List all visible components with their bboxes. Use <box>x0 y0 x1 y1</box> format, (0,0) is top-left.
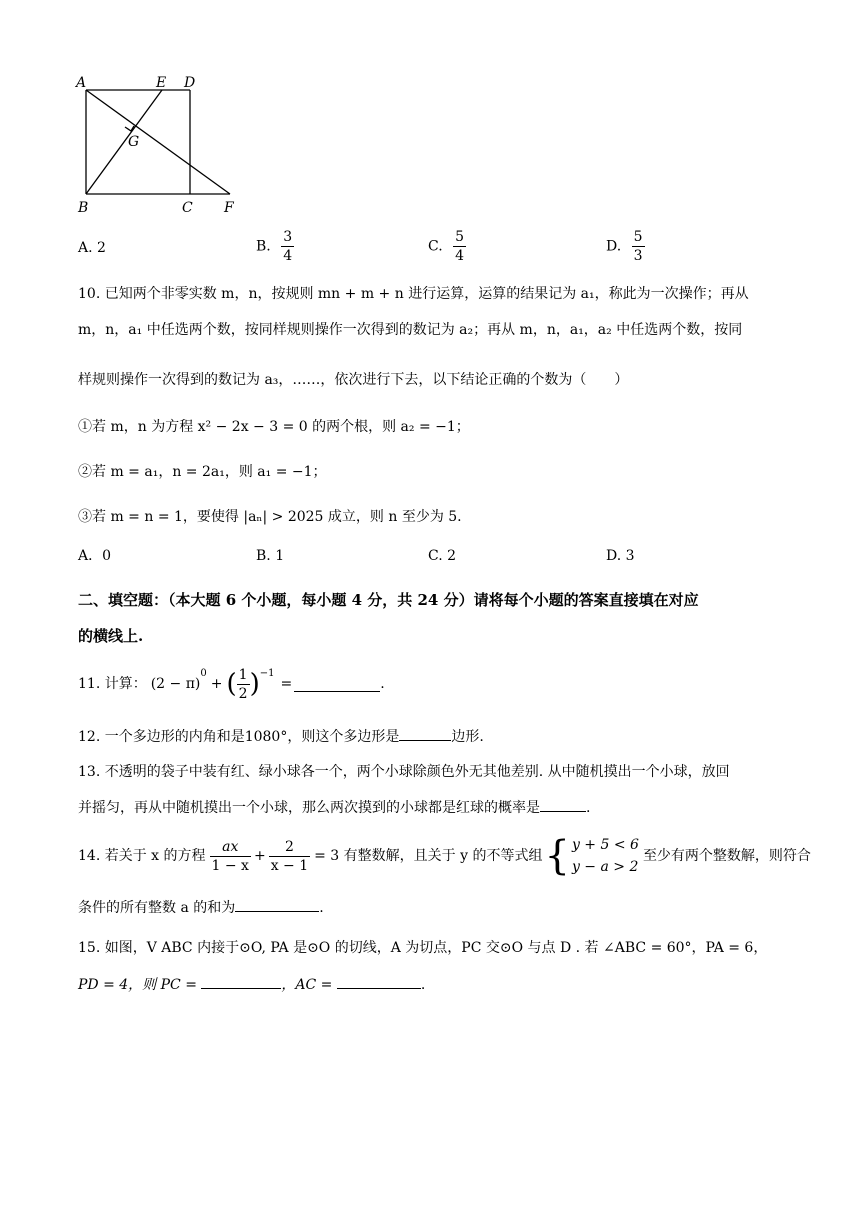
label-c: C <box>182 200 193 216</box>
q10-line-2: m，n，a₁ 中任选两个数，按同样规则操作一次得到的数记为 a₂；再从 m，n，a₁，a₂ 中任选两个数，按同 <box>78 322 743 338</box>
q9-option-b-fraction <box>281 228 294 265</box>
q14-answer-blank[interactable] <box>235 897 319 912</box>
q15-line-2 <box>78 974 425 995</box>
label-g: G <box>128 134 140 150</box>
fraction-numerator: 1 <box>238 666 248 683</box>
q9-option-d-fraction <box>632 228 645 265</box>
q11-prefix: 11. 计算： <box>78 676 147 692</box>
label-f: F <box>224 200 234 216</box>
q14-fraction-2 <box>269 838 310 875</box>
q9-option-c-fraction <box>453 228 466 265</box>
q11-equals: = <box>280 676 293 692</box>
q15-ac-answer-blank[interactable] <box>337 974 421 989</box>
fraction-denominator: 4 <box>283 248 293 264</box>
q13-period: . <box>586 800 591 816</box>
q14-system-brace: { <box>544 833 570 879</box>
q13-text-before: 并摇匀，再从中随机摸出一个小球，那么两次摸到的小球都是红球的概率是 <box>78 800 540 816</box>
fraction-denominator: x − 1 <box>270 857 309 874</box>
q11-plus: + <box>210 676 223 692</box>
q11-answer-blank[interactable] <box>294 677 380 692</box>
q9-option-b <box>256 228 294 265</box>
q14-inequality-system <box>572 834 639 878</box>
q13-line-1: 13. 不透明的袋子中装有红、绿小球各一个，两个小球除颜色外无其他差别. 从中随机摸出一个小球，放回 <box>78 764 730 780</box>
q11-exponent-neg-one: −1 <box>259 668 275 679</box>
q10-option-d: D. 3 <box>606 548 635 564</box>
q13-line-2 <box>78 797 590 818</box>
q11-paren-right: ) <box>249 669 260 699</box>
segment-af <box>86 90 230 194</box>
q9-option-d-label: D. <box>606 238 622 255</box>
q13-answer-blank[interactable] <box>540 797 586 812</box>
q11-exponent-zero: 0 <box>200 668 207 679</box>
q14-period: . <box>319 900 324 916</box>
q15-period: . <box>420 977 426 993</box>
section-2-heading-line-1: 二、填空题：（本大题 6 个小题，每小题 4 分，共 24 分）请将每个小题的答案直接填在对应 <box>78 591 699 609</box>
q10-option-b: B. 1 <box>256 548 285 564</box>
q15-text-pc: PD = 4，则 PC = <box>78 977 197 993</box>
q14-line-2 <box>78 897 324 918</box>
fraction-numerator: 3 <box>283 229 293 245</box>
fraction-denominator: 3 <box>633 248 643 264</box>
q11 <box>78 664 385 704</box>
fraction-numerator: 5 <box>455 229 465 245</box>
fraction-denominator: 4 <box>455 248 465 264</box>
segment-be <box>86 90 162 194</box>
q10-option-c: C. 2 <box>428 548 457 564</box>
q10-line-1: 10. 已知两个非零实数 m，n，按规则 mn + m + n 进行运算，运算的结果记为 a₁，称此为一次操作；再从 <box>78 286 749 302</box>
fraction-denominator: 2 <box>238 685 248 702</box>
label-e: E <box>156 75 167 91</box>
q11-expression-base: (2 − π) <box>150 676 201 692</box>
q15-pc-answer-blank[interactable] <box>201 974 281 989</box>
q9-option-b-label: B. <box>256 238 271 255</box>
q12-answer-blank[interactable] <box>399 726 451 741</box>
q14-inequality-2: y − a > 2 <box>571 859 639 875</box>
q14-text-before: 条件的所有整数 a 的和为 <box>78 900 236 916</box>
q12 <box>78 726 484 747</box>
q11-fraction <box>237 666 250 703</box>
q14-middle-text: = 3 有整数解，且关于 y 的不等式组 <box>314 848 543 864</box>
q14-fraction-1 <box>210 838 251 875</box>
section-2-heading-line-2: 的横线上. <box>78 627 144 645</box>
q12-text-after: 边形. <box>451 729 484 745</box>
q9-option-a: A. 2 <box>78 240 106 256</box>
q9-option-d <box>606 228 645 265</box>
q15-line-1: 15. 如图，V ABC 内接于⊙O, PA 是⊙O 的切线，A 为切点，PC 交⊙O 与点 D . 若 ∠ABC = 60°，PA = 6， <box>78 940 768 956</box>
q10-statement-1: ①若 m，n 为方程 x² − 2x − 3 = 0 的两个根，则 a₂ = −1； <box>78 419 470 435</box>
q14-plus: + <box>253 848 266 864</box>
q12-text-before: 12. 一个多边形的内角和是1080°，则这个多边形是 <box>78 729 400 745</box>
q11-paren-left: ( <box>226 669 237 699</box>
label-b: B <box>78 200 89 216</box>
q14-line-1 <box>78 832 811 880</box>
q15-text-ac: ，AC = <box>281 977 333 993</box>
fraction-numerator: 5 <box>633 229 643 245</box>
fraction-denominator: 1 − x <box>211 857 249 874</box>
geometry-figure <box>70 72 250 217</box>
q9-option-c-label: C. <box>428 238 443 255</box>
label-d: D <box>184 75 196 91</box>
q10-option-a: A．0 <box>78 548 112 564</box>
q9-option-c <box>428 228 466 265</box>
label-a: A <box>76 75 87 91</box>
fraction-numerator: 2 <box>269 838 310 857</box>
q14-inequality-1: y + 5 < 6 <box>571 837 639 853</box>
fraction-numerator: ax <box>210 838 251 857</box>
q10-statement-2: ②若 m = a₁，n = 2a₁，则 a₁ = −1； <box>78 464 327 480</box>
q14-prefix: 14. 若关于 x 的方程 <box>78 848 206 864</box>
q10-line-3: 样规则操作一次得到的数记为 a₃，……，依次进行下去，以下结论正确的个数为（ ） <box>78 372 629 388</box>
q11-period: . <box>380 676 385 692</box>
q14-suffix: 至少有两个整数解，则符合 <box>642 848 811 864</box>
q10-statement-3: ③若 m = n = 1，要使得 |aₙ| > 2025 成立，则 n 至少为 5. <box>78 509 462 525</box>
